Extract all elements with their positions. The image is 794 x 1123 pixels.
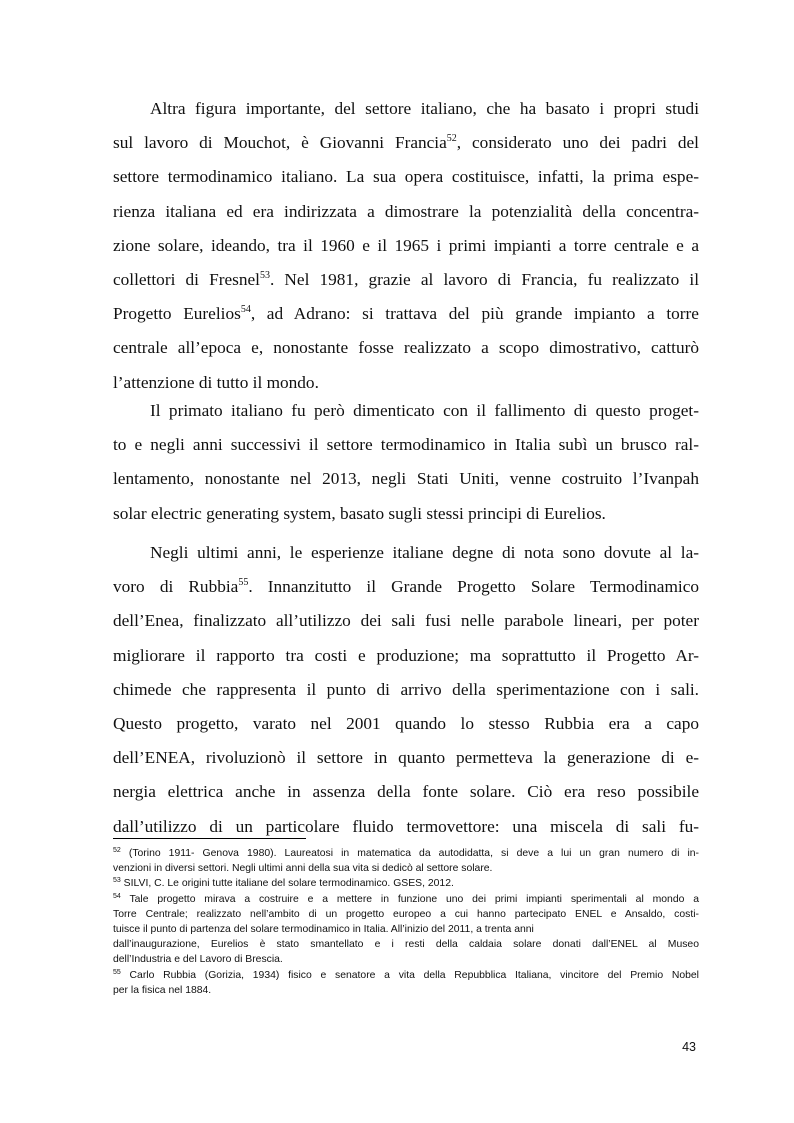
text-line: voro di Rubbia$^{55}$. Innanzitutto il Grande Progetto Solare Termodinamico: [113, 577, 700, 597]
footnote-ref[interactable]: 52: [446, 133, 457, 145]
text-line: Negli ultimi anni, le esperienze italiane degne di nota sono dovute al la-: [150, 543, 699, 562]
text-line: Progetto Eurelios$^{54}$, ad Adrano: si trattava del più grande impianto a torre: [113, 304, 699, 324]
text-line: sul lavoro di Mouchot, è Giovanni Francia$^{52}$, considerato uno dei padri del: [113, 133, 699, 153]
footnote-ref[interactable]: 53: [259, 269, 270, 281]
text-line: migliorare il rapporto tra costi e produzione; ma soprattutto il Progetto Ar-: [113, 645, 699, 665]
footnote-line: $^{53}$ SILVI, C. Le origini tutte italiane del solare termodinamico. GSES, 2012.: [113, 877, 454, 890]
footnote-line: per la fisica nel 1884.: [113, 984, 212, 996]
text-line: chimede che rappresenta il punto di arrivo della sperimentazione con i sali.: [113, 679, 699, 699]
text-line: Il primato italiano fu però dimenticato con il fallimento di questo proget-: [150, 401, 699, 420]
paragraph-3: [113, 536, 699, 844]
footnote-line: Torre Centrale; realizzato nell’ambito di un progetto europeo a cui hanno partecipato ENEL e Ansaldo, costi-: [113, 908, 699, 920]
text-line: to e negli anni successivi il settore termodinamico in Italia subì un brusco ral-: [113, 435, 699, 455]
footnote-ref[interactable]: 54: [240, 304, 251, 316]
text-line: solar electric generating system, basato sugli stessi principi di Eurelios.: [113, 503, 606, 523]
text-line: Altra figura importante, del settore italiano, che ha basato i propri studi: [150, 99, 699, 118]
footnote-line: dell’Industria e del Lavoro di Brescia.: [113, 954, 283, 966]
text-line: dell’ENEA, rivoluzionò il settore in quanto permetteva la generazione di e-: [113, 748, 699, 768]
footnote-line: tuisce il punto di partenza del solare termodinamico in Italia. All’inizio del 2011, a trenta anni: [113, 923, 534, 935]
text-line: collettori di Fresnel$^{53}$. Nel 1981, grazie al lavoro di Francia, fu realizzato il: [113, 269, 699, 289]
text-line: lentamento, nonostante nel 2013, negli Stati Uniti, venne costruito l’Ivanpah: [113, 469, 699, 489]
text-line: rienza italiana ed era indirizzata a dimostrare la potenzialità della concentra-: [113, 201, 699, 221]
footnote-line: $^{54}$ Tale progetto mirava a costruire e a mettere in funzione uno dei primi impianti sperimentali al mondo a: [113, 892, 699, 905]
footnote-line: venzioni in diversi settori. Negli ultimi anni della sua vita si dedicò al settore solare.: [113, 863, 493, 875]
text-line: settore termodinamico italiano. La sua opera costituisce, infatti, la prima espe-: [113, 167, 699, 187]
text-line: Questo progetto, varato nel 2001 quando lo stesso Rubbia era a capo: [113, 713, 699, 733]
footnote-line: $^{55}$ Carlo Rubbia (Gorizia, 1934) fisico e senatore a vita della Repubblica Italiana, vincitore del Premio Nobel: [113, 968, 699, 981]
text-line: l’attenzione di tutto il mondo.: [113, 372, 319, 392]
text-line: nergia elettrica anche in assenza della fonte solare. Ciò era reso possibile: [113, 782, 699, 802]
footnote-line: $^{52}$ (Torino 1911- Genova 1980). Laureatosi in matematica da autodidatta, si deve a lui un gran numero di in-: [113, 847, 699, 859]
text-line: zione solare, ideando, tra il 1960 e il 1965 i primi impianti a torre centrale e a: [113, 235, 699, 255]
footnotes: [113, 846, 699, 998]
paragraph-2: [113, 394, 699, 531]
footnote-ref[interactable]: 55: [238, 577, 249, 589]
paragraph-1: [113, 92, 699, 400]
text-line: dell’Enea, finalizzato all’utilizzo dei sali fusi nelle parabole lineari, per poter: [113, 611, 699, 631]
footnote-divider: [113, 838, 306, 839]
text-line: dall’utilizzo di un particolare fluido termovettore: una miscela di sali fu-: [113, 816, 699, 836]
footnote-line: dall’inaugurazione, Eurelios è stato smantellato e i resti della caldaia solare donati dall’ENEL al Museo: [113, 939, 699, 951]
page-number: 43: [682, 1040, 696, 1054]
text-line: centrale all’epoca e, nonostante fosse realizzato a scopo dimostrativo, catturò: [113, 338, 699, 358]
